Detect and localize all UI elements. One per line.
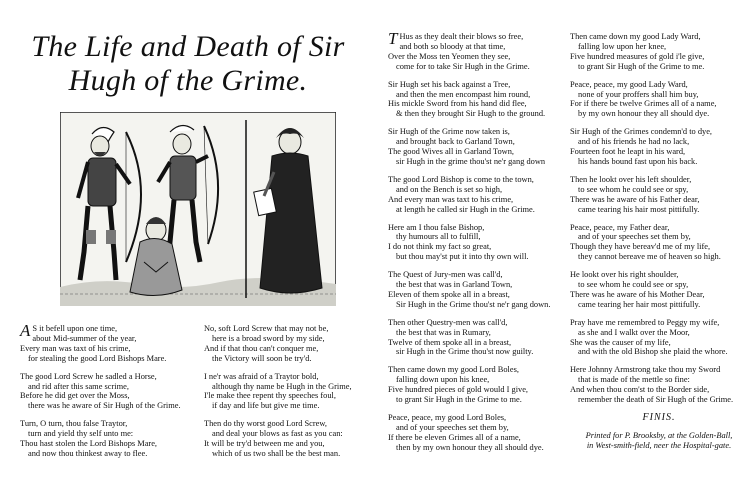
ballad-title xyxy=(18,30,358,98)
verse-line: Over the Moss ten Yeomen they see, xyxy=(388,51,511,61)
verse-line: by my own honour they all should dye. xyxy=(578,109,710,119)
verse-line: Here Johnny Armstrong take thou my Sword xyxy=(570,365,721,375)
verse-line: to see whom he could see or spy, xyxy=(578,184,689,194)
verse-line: none of your proffers shall him buy, xyxy=(578,89,699,99)
stanza xyxy=(20,321,198,364)
verse-line: Turn, O turn, thou false Traytor, xyxy=(20,419,128,429)
stanza xyxy=(388,413,566,453)
stanza xyxy=(204,372,376,412)
stanza xyxy=(388,127,566,167)
verse-line: sir Hugh in the Grime thou'st now guilty. xyxy=(396,347,534,357)
verse-line: falling down upon his knee, xyxy=(396,375,490,385)
stanza xyxy=(570,318,748,358)
verse-line: and on the Bench is set so high, xyxy=(396,184,503,194)
stanza xyxy=(570,32,748,72)
verse-line: There was he aware of his Father dear, xyxy=(570,194,700,204)
verse-line: He lookt over his right shoulder, xyxy=(570,270,679,280)
verse-line: Eleven of them spoke all in a breast, xyxy=(388,289,510,299)
verse-line: which of us two shall be the best man. xyxy=(212,448,341,458)
verse-line: as she and I walkt over the Moor, xyxy=(578,327,690,337)
stanza xyxy=(570,175,748,215)
stanza xyxy=(388,29,566,72)
verse-line: Pray have me remembred to Peggy my wife, xyxy=(570,317,720,327)
verse-line: to grant Sir Hugh in the Grime to me. xyxy=(396,395,522,405)
verse-line: And when thou com'st to the Border side, xyxy=(570,385,710,395)
verse-line: For if there be twelve Grimes all of a name, xyxy=(570,99,717,109)
verse-line: turn and yield thy self unto me: xyxy=(28,429,134,439)
column-4 xyxy=(570,32,748,451)
verse-line: Then do thy worst good Lord Screw, xyxy=(204,419,327,429)
verse-line: Five hundred pieces of gold would I give, xyxy=(388,385,529,395)
stanza xyxy=(388,223,566,263)
verse-line: The good Wives all in Garland Town, xyxy=(388,147,514,157)
verse-line: and brought back to Garland Town, xyxy=(396,137,515,147)
verse-line: the Victory will soon be try'd. xyxy=(212,353,312,363)
verse-line: I do not think my fact so great, xyxy=(388,242,492,252)
stanza xyxy=(204,419,376,459)
stanza xyxy=(570,270,748,310)
verse-line: Here am I thou false Bishop, xyxy=(388,222,485,232)
verse-line: Sir Hugh in the Grime thou'st ne'r gang down. xyxy=(396,299,551,309)
stanza xyxy=(570,223,748,263)
verse-line: remember the death of Sir Hugh of the Grime. xyxy=(578,395,734,405)
verse-line: I ne'r was afraid of a Traytor bold, xyxy=(204,371,319,381)
verse-line: sir Hugh in the grime thou'st ne'r gang down xyxy=(396,156,546,166)
verse-line: the best that was in Rumary, xyxy=(396,327,491,337)
verse-line: Then came down my good Lady Ward, xyxy=(570,32,701,41)
verse-line: And every man was taxt to his crime, xyxy=(388,194,514,204)
stanza xyxy=(388,175,566,215)
verse-line: There was he aware of his Mother Dear, xyxy=(570,289,705,299)
verse-line: His mickle Sword from his hand did flee, xyxy=(388,99,527,109)
verse-line: S it befell upon one time, xyxy=(32,324,118,333)
stanza xyxy=(388,80,566,120)
verse-line: Thou hast stolen the Lord Bishops Mare, xyxy=(20,439,158,449)
verse-line: they cannot bereave me of heaven so high. xyxy=(578,252,721,262)
verse-line: & then they brought Sir Hugh to the ground. xyxy=(396,109,546,119)
verse-line: but thou may'st put it into thy own will. xyxy=(396,252,529,262)
stanza xyxy=(570,127,748,167)
verse-line: his hands bound fast upon his back. xyxy=(578,156,698,166)
stanza xyxy=(388,270,566,310)
column-2 xyxy=(204,324,376,467)
verse-line: thy humours all to fulfill, xyxy=(396,232,481,242)
title-line-2: Hugh of the Grime. xyxy=(68,64,308,97)
verse-line: The good Lord Bishop is come to the town, xyxy=(388,174,534,184)
verse-line: The good Lord Screw he sadled a Horse, xyxy=(20,371,157,381)
stanza xyxy=(388,365,566,405)
verse-line: Then came down my good Lord Boles, xyxy=(388,365,519,375)
verse-line: Hus as they dealt their blows so free, xyxy=(399,32,524,41)
verse-line: then by my own honour they all should dye. xyxy=(396,442,544,452)
verse-line: and of his friends he had no lack, xyxy=(578,137,690,147)
drop-capital: A xyxy=(20,321,31,340)
verse-line: No, soft Lord Screw that may not be, xyxy=(204,324,329,333)
verse-line: to grant Sir Hugh of the Grime to me. xyxy=(578,61,705,71)
verse-line: Though they have bereav'd me of my life, xyxy=(570,242,711,252)
verse-line: and rid after this same scrime, xyxy=(28,381,129,391)
stanza xyxy=(388,318,566,358)
verse-line: The Quest of Jury-men was call'd, xyxy=(388,270,503,280)
verse-line: Sir Hugh of the Grime now taken is, xyxy=(388,127,510,137)
verse-line: If there be eleven Grimes all of a name, xyxy=(388,432,521,442)
stanza xyxy=(204,324,376,364)
printer-imprint xyxy=(570,431,748,451)
verse-line: about Mid-summer of the year, xyxy=(32,333,137,343)
verse-line: Sir Hugh set his back against a Tree, xyxy=(388,79,511,89)
verse-line: and of your speeches set them by, xyxy=(578,232,691,242)
verse-line: Twelve of them spoke all in a breast, xyxy=(388,337,512,347)
finis-label: FINIS. xyxy=(642,412,676,423)
verse-line: and both so bloody at that time, xyxy=(399,41,506,51)
verse-line: And if that thou can't conquer me, xyxy=(204,343,319,353)
verse-line: came tearing his hair most pittifully. xyxy=(578,204,700,214)
verse-line: came tearing her hair most pittifully. xyxy=(578,299,701,309)
verse-line: there was he aware of Sir Hugh of the Grime. xyxy=(28,401,181,411)
verse-line: and with the old Bishop she plaid the whore. xyxy=(578,347,728,357)
verse-line: Then other Questry-men was call'd, xyxy=(388,317,508,327)
verse-line: I'le make thee repent thy speeches foul, xyxy=(204,391,336,401)
verse-line: Peace, peace, my Father dear, xyxy=(570,222,670,232)
verse-line: for stealing the good Lord Bishops Mare. xyxy=(28,353,167,363)
title-line-1: The Life and Death of Sir xyxy=(31,30,345,63)
drop-capital: T xyxy=(388,29,398,48)
verse-line: and now thou thinkest away to flee. xyxy=(28,448,148,458)
verse-line: falling low upon her knee, xyxy=(578,41,667,51)
stanza xyxy=(20,372,198,412)
stanza xyxy=(570,365,748,405)
stanza xyxy=(20,419,198,459)
verse-line: Sir Hugh of the Grimes condemn'd to dye, xyxy=(570,127,712,137)
verse-line: and of your speeches set them by, xyxy=(396,422,509,432)
verse-line: here is a broad sword by my side, xyxy=(212,333,325,343)
verse-line: Fourteen foot he leapt in his ward, xyxy=(570,147,686,157)
verse-line: and then the men encompast him round, xyxy=(396,89,531,99)
verse-line: Before he did get over the Moss, xyxy=(20,391,130,401)
verse-line: She was the causer of my life, xyxy=(570,337,671,347)
verse-line: although thy name be Hugh in the Grime, xyxy=(212,381,352,391)
verse-line: come for to take Sir Hugh in the Grime. xyxy=(396,61,530,71)
verse-line: that is made of the mettle so fine: xyxy=(578,375,690,385)
verse-line: to see whom he could see or spy, xyxy=(578,280,689,290)
verse-line: at length he called sir Hugh in the Grime. xyxy=(396,204,535,214)
imprint-line: Printed for P. Brooksby, at the Golden-Ball, xyxy=(585,430,733,440)
verse-line: and deal your blows as fast as you can: xyxy=(212,429,343,439)
verse-line: It will be try'd between me and you, xyxy=(204,439,325,449)
stanza xyxy=(570,80,748,120)
verse-line: Then he lookt over his left shoulder, xyxy=(570,174,692,184)
verse-line: Peace, peace, my good Lord Boles, xyxy=(388,413,507,422)
verse-line: Five hundred measures of gold i'le give, xyxy=(570,51,705,61)
imprint-line: in West-smith-field, neer the Hospital-gate. xyxy=(586,441,732,451)
verse-line: the best that was in Garland Town, xyxy=(396,280,513,290)
verse-line: if day and life but give me time. xyxy=(212,401,320,411)
column-3 xyxy=(388,29,566,461)
column-1 xyxy=(20,321,198,467)
woodcut-illustration xyxy=(60,112,336,306)
verse-line: Every man was taxt of his crime, xyxy=(20,343,131,353)
verse-line: Peace, peace, my good Lady Ward, xyxy=(570,79,688,89)
